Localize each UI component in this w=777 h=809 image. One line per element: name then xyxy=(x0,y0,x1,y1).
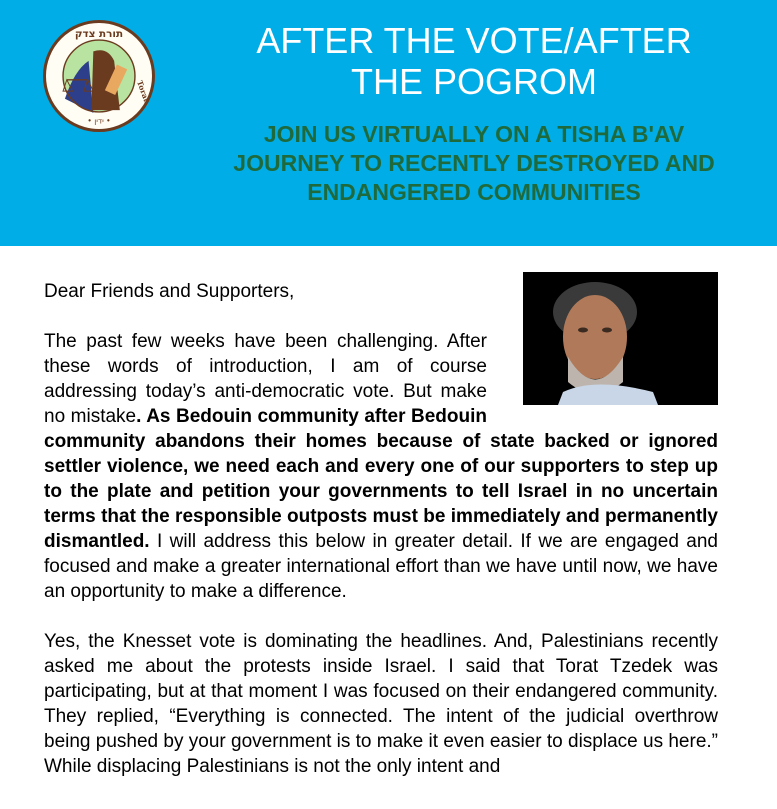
paragraph-1-rest: I will address this below in greater detail. If we are engaged and focused and make a greater international effort than we have until now, we have an opportunity to make a difference. xyxy=(44,531,718,602)
logo-emblem-icon xyxy=(46,23,152,129)
letter-body xyxy=(44,272,718,804)
page-title: AFTER THE VOTE/AFTER THE POGROM xyxy=(256,20,692,102)
author-photo xyxy=(523,272,718,405)
torat-tzedek-logo xyxy=(43,20,155,132)
page-subtitle: JOIN US VIRTUALLY ON A TISHA B'AV JOURNEY TO RECENTLY DESTROYED AND ENDANGERED COMMUNITIES xyxy=(233,121,715,205)
greeting: Dear Friends and Supporters, xyxy=(44,281,295,302)
paragraph-1-intro: The past few weeks have been challenging. After these words of introduction, I am of course addressing today’s anti-democratic vote. But make no mistake xyxy=(44,331,487,427)
svg-text:• ידין •: • ידין • xyxy=(87,116,111,126)
header-banner xyxy=(0,0,777,246)
portrait-image-icon xyxy=(523,272,718,405)
svg-text:Torat: Torat xyxy=(134,79,152,104)
paragraph-2: Yes, the Knesset vote is dominating the headlines. And, Palestinians recently asked me about the protests inside Israel. I said that Torat Tzedek was participating, but at that moment I was focused on their endangered community. They replied, “Everything is connected. The intent of the judicial overthrow being pushed by your government is to make it even easier to displace us here.” While displacing Palestinians is not the only intent and xyxy=(44,631,718,777)
paragraph-1-bold: . As Bedouin community after Bedouin community abandons their homes because of state backed or ignored settler violence, we need each and every one of our supporters to step up to the plate and petition your governments to tell Israel in no uncertain terms that the responsible outposts must be immediately and permanently dismantled. xyxy=(44,406,718,552)
svg-text:תורת צדק: תורת צדק xyxy=(74,28,124,41)
